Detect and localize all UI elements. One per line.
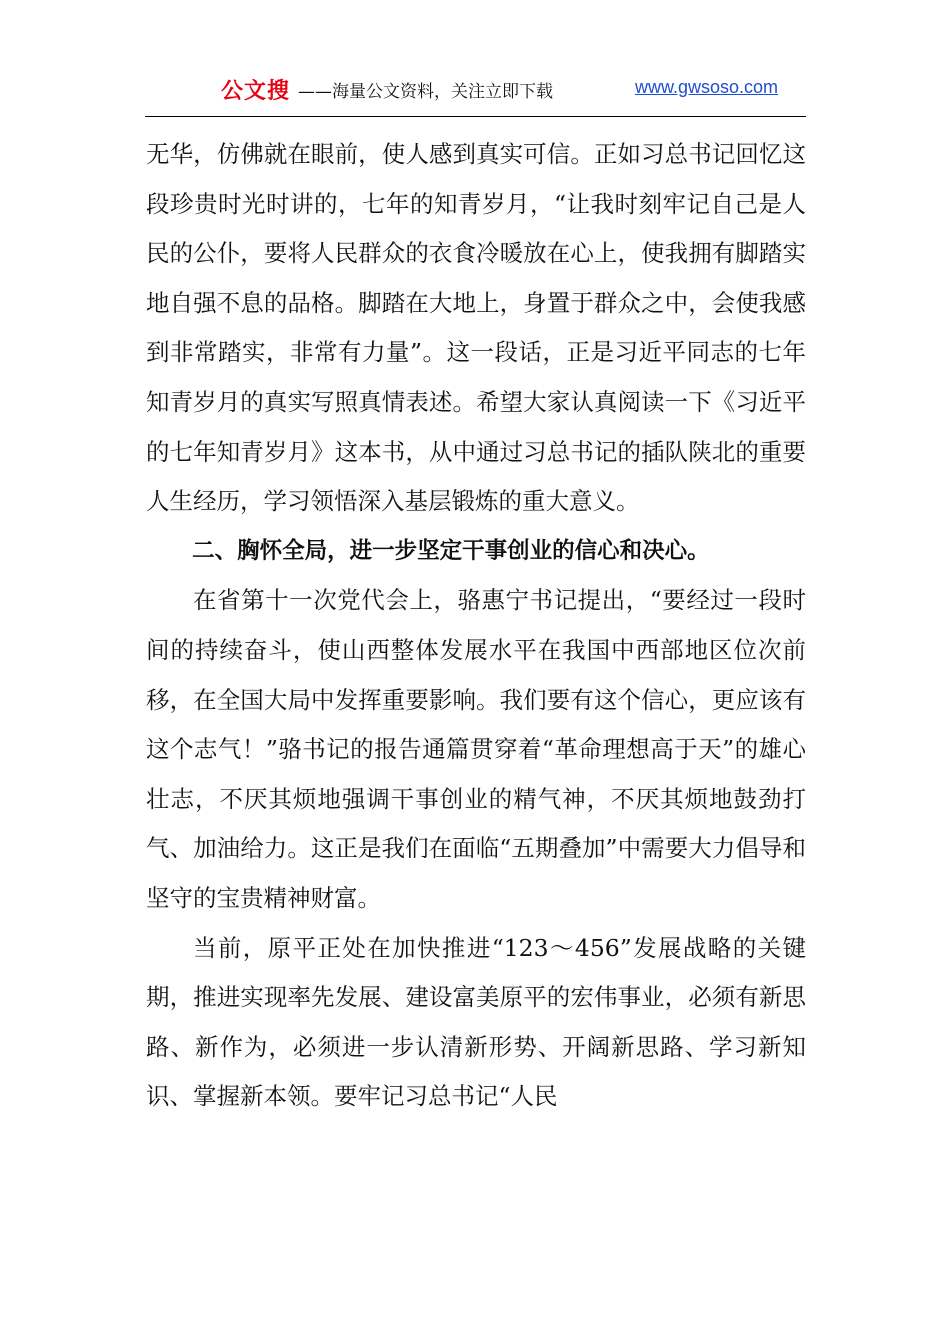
site-link[interactable]: www.gwsoso.com [634,77,778,97]
document-body [146,130,806,1122]
brand-logo: 公文搜 [221,79,291,104]
paragraph: 在省第十一次党代会上，骆惠宁书记提出，“要经过一段时间的持续奋斗，使山西整体发展水平在我国中西部地区位次前移，在全国大局中发挥重要影响。我们要有这个信心，更应该有这个志气！”骆书记的报告通篇贯穿着“革命理想高于天”的雄心壮志，不厌其烦地强调干事创业的精气神，不厌其烦地鼓劲打气、加油给力。这正是我们在面临“五期叠加”中需要大力倡导和坚守的宝贵精神财富。 [146,586,806,912]
header-divider [145,116,806,117]
paragraph: 当前，原平正处在加快推进“123～456”发展战略的关键期，推进实现率先发展、建设富美原平的宏伟事业，必须有新思路、新作为，必须进一步认清新形势、开阔新思路、学习新知识、掌握新本领。要牢记习总书记“人民 [146,933,806,1111]
page-header [145,70,805,110]
section-heading: 二、胸怀全局，进一步坚定干事创业的信心和决心。 [192,537,710,564]
paragraph-continued: 无华，仿佛就在眼前，使人感到真实可信。正如习总书记回忆这段珍贵时光时讲的，七年的知青岁月，“让我时刻牢记自己是人民的公仆，要将人民群众的衣食冷暖放在心上，使我拥有脚踏实地自强不息的品格。脚踏在大地上，身置于群众之中，会使我感到非常踏实，非常有力量”。这一段话，正是习近平同志的七年知青岁月的真实写照真情表述。希望大家认真阅读一下《习近平的七年知青岁月》这本书，从中通过习总书记的插队陕北的重要人生经历，学习领悟深入基层锻炼的重大意义。 [146,140,806,516]
header-tagline: ——海量公文资料，关注立即下载 [298,82,553,102]
